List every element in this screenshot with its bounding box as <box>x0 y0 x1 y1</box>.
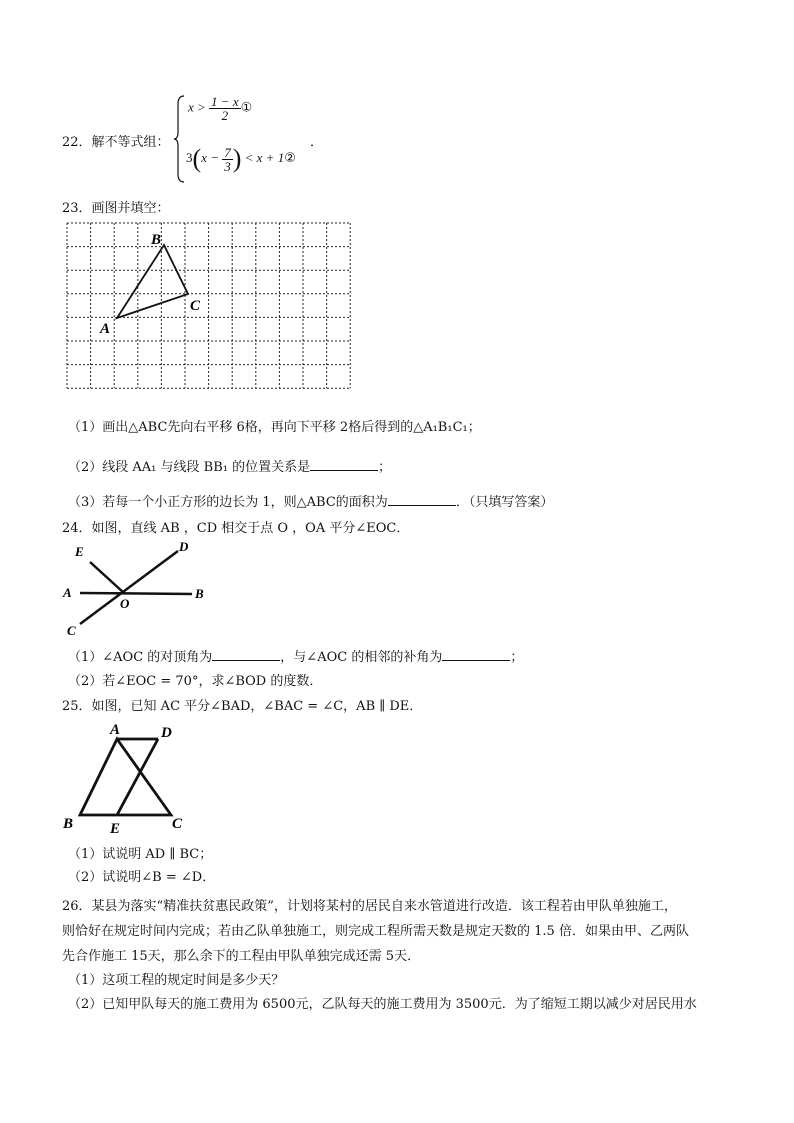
label-b: B <box>151 232 162 248</box>
q24-figure <box>60 538 220 640</box>
label-c: C <box>190 298 201 314</box>
q22-brace <box>174 94 186 184</box>
q23-part2 <box>68 456 391 475</box>
q26-line3: 先合作施工 15天，那么余下的工程由甲队单独完成还需 5天． <box>62 949 421 964</box>
q26-part2: （2）已知甲队每天的施工费用为 6500元，乙队每天的施工费用为 3500元．为了缩短工期以减少对居民用水 <box>68 997 697 1012</box>
q22-eq2-right: < x + 1 <box>244 149 285 165</box>
q23-part3-end: ．（只填写答案） <box>455 495 554 510</box>
q22-eq1-den: 2 <box>221 108 229 123</box>
label-a: A <box>63 585 72 600</box>
q23-part2-blank[interactable] <box>310 458 378 471</box>
q25-part2: （2）试说明∠B = ∠D． <box>68 870 216 885</box>
q25-title: 25．如图，已知 AC 平分∠BAD，∠BAC = ∠C，AB ∥ DE． <box>62 699 423 714</box>
q24-part1-blank2[interactable] <box>442 648 510 661</box>
line-cd <box>80 551 178 624</box>
q24-part1-end: ； <box>510 650 524 665</box>
q22-lead: 22．解不等式组： <box>62 135 170 150</box>
q22-eq2-rparen: ) <box>232 144 242 173</box>
q24-part1 <box>68 646 523 665</box>
label-b: B <box>63 816 74 832</box>
label-a: A <box>100 321 111 337</box>
q22-eq1-left: x > <box>188 99 206 115</box>
q25-part1: （1）试说明 AD ∥ BC； <box>68 847 213 862</box>
label-d: D <box>161 725 172 741</box>
q22-eq2-tag: ② <box>284 150 296 166</box>
q23-part3-text: （3）若每一个小正方形的边长为 1，则△ABC的面积为 <box>68 495 388 510</box>
q25-figure <box>60 718 195 838</box>
q22-eq2-coef: 3 <box>186 149 193 165</box>
q23-part1: （1）画出△ABC先向右平移 6格，再向下平移 2格后得到的△A₁B₁C₁； <box>68 420 481 435</box>
label-e: E <box>110 821 121 837</box>
q22-eq1-frac <box>209 95 241 122</box>
label-o: O <box>120 596 130 611</box>
q23-part2-text: （2）线段 AA₁ 与线段 BB₁ 的位置关系是 <box>68 460 311 475</box>
ray-oe <box>90 562 124 593</box>
q22-eq1-tag: ① <box>240 100 253 116</box>
q23-part3 <box>68 491 553 510</box>
segment-de <box>117 739 158 815</box>
q24-part2: （2）若∠EOC = 70°，求∠BOD 的度数． <box>68 674 323 689</box>
q22-end: ． <box>310 135 324 150</box>
q22-eq1 <box>188 95 252 122</box>
q23-part3-blank[interactable] <box>388 493 456 506</box>
q23-grid-figure <box>60 218 360 400</box>
label-a: A <box>110 722 121 738</box>
q26-part1: （1）这项工程的规定时间是多少天？ <box>68 973 285 988</box>
q22-eq2-num: 7 <box>224 144 231 160</box>
label-c: C <box>172 816 183 832</box>
q22-eq2 <box>186 144 296 174</box>
label-b: B <box>195 586 204 601</box>
label-c: C <box>67 623 76 638</box>
label-d: D <box>179 539 189 554</box>
grid-lines <box>67 223 350 388</box>
q24-title: 24．如图，直线 AB ，CD 相交于点 O ，OA 平分∠EOC． <box>62 521 410 536</box>
q24-part1-text: （1）∠AOC 的对顶角为 <box>68 650 213 665</box>
line-ab <box>80 593 192 594</box>
triangle-abc <box>117 245 188 318</box>
q22-eq2-x: x − <box>201 149 219 165</box>
q23-title: 23．画图并填空： <box>62 201 170 216</box>
q24-part1-mid: ，与∠AOC 的相邻的补角为 <box>280 650 443 665</box>
q22-eq2-lparen: ( <box>192 144 202 173</box>
label-e: E <box>75 544 84 559</box>
q26-line1: 26．某县为落实“精准扶贫惠民政策”，计划将某村的居民自来水管道进行改造．该工程若由甲队单独施工， <box>62 899 677 914</box>
q23-part2-end: ； <box>378 460 392 475</box>
q26-line2: 则恰好在规定时间内完成；若由乙队单独施工，则完成工程所需天数是规定天数的 1.5 倍．如果由甲、乙两队 <box>62 924 689 939</box>
q22-eq1-num: 1 − x <box>211 94 239 109</box>
q24-part1-blank1[interactable] <box>212 648 280 661</box>
q22-eq2-den: 3 <box>224 158 231 174</box>
triangle-abc <box>80 739 171 815</box>
q22-eq2-frac <box>222 146 233 173</box>
